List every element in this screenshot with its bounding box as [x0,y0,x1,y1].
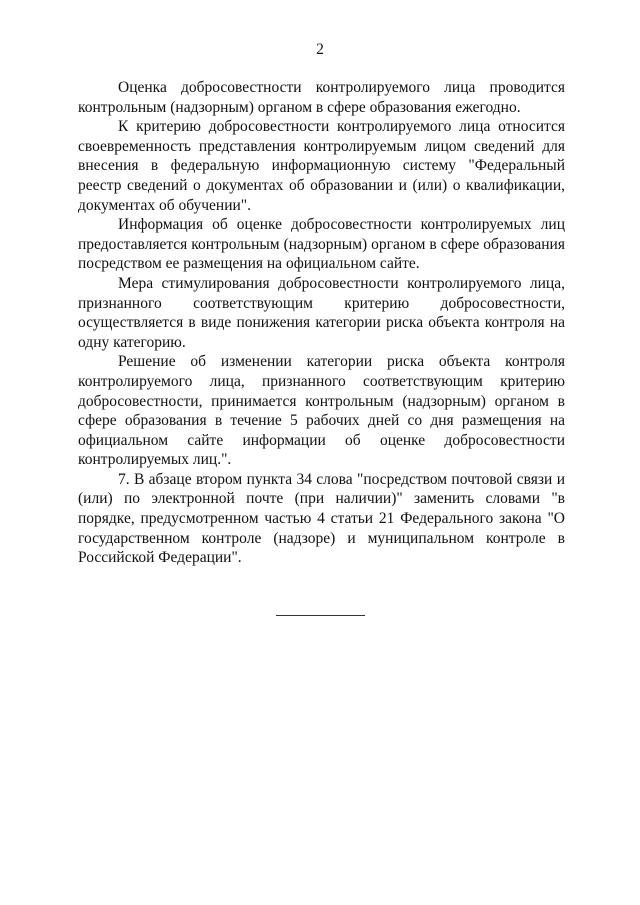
paragraph-incentive-measure: Мера стимулирования добросовестности контролируемого лица, признанного соответствующим критерию добросовестности, осуществляется в виде понижения категории риска объекта контроля на одну категорию. [78,274,565,351]
paragraph-information-publication: Информация об оценке добросовестности контролируемых лиц предоставляется контрольным (надзорным) органом в сфере образования посредством ее размещения на официальном сайте. [78,216,565,273]
page-number: 2 [316,41,324,58]
paragraph-item-7-amendment: 7. В абзаце втором пункта 34 слова "посредством почтовой связи и (или) по электронной почте (при наличии)" заменить словами "в порядке, предусмотренном частью 4 статьи 21 Федерального закона "О государственном контроле (надзоре) и муниципальном контроле в Российской Федерации". [78,470,565,567]
paragraph-assessment-frequency: Оценка добросовестности контролируемого лица проводится контрольным (надзорным) органом в сфере образования ежегодно. [78,79,565,116]
paragraph-risk-category-decision: Решение об изменении категории риска объекта контроля контролируемого лица, признанного соответствующим критерию добросовестности, принимается контрольным (надзорным) органом в сфере образования в течение 5 рабочих дней со дня размещения на официальном сайте информации об оценке добросовестности контролируемых лиц.". [78,353,565,469]
end-of-text-rule [276,615,365,616]
document-body [78,78,565,568]
paragraph-criterion: К критерию добросовестности контролируемого лица относится своевременность представления контролируемым лицом сведений для внесения в федеральную информационную систему "Федеральный реестр сведений о документах об образовании и (или) о квалификации, документах об обучении". [78,118,565,214]
